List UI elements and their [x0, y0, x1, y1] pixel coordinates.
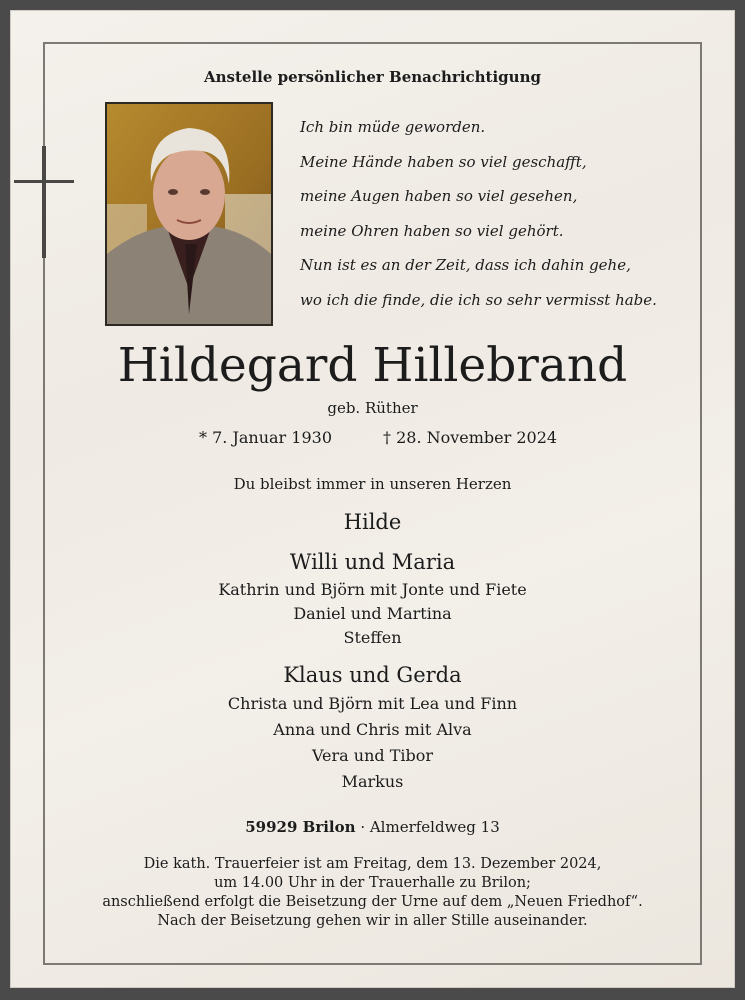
- family-group-head: Klaus und Gerda: [283, 663, 462, 687]
- poem: [300, 116, 657, 323]
- family-member: Vera und Tibor: [311, 746, 434, 765]
- poem-line: meine Augen haben so viel gesehen,: [300, 187, 578, 205]
- notice-heading: Anstelle persönlicher Benachrichtigung: [204, 68, 541, 86]
- birth-date: * 7. Januar 1930: [199, 428, 332, 447]
- ceremony-info: [10, 855, 735, 931]
- family-member: Kathrin und Björn mit Jonte und Fiete: [218, 580, 527, 599]
- ceremony-line: Nach der Beisetzung gehen wir in aller Stille auseinander.: [157, 913, 588, 929]
- motto: Du bleibst immer in unseren Herzen: [233, 475, 512, 493]
- family-member: Christa und Björn mit Lea und Finn: [227, 694, 518, 713]
- maiden-name: geb. Rüther: [327, 399, 418, 417]
- family-name: Hilde: [343, 510, 402, 534]
- portrait-photo: [105, 102, 273, 326]
- poem-line: Nun ist es an der Zeit, dass ich dahin gehe,: [300, 256, 631, 274]
- family-member: Anna und Chris mit Alva: [273, 720, 472, 739]
- address-city: 59929 Brilon: [245, 818, 356, 836]
- deceased-name: Hildegard Hillebrand: [117, 338, 628, 393]
- poem-line: meine Ohren haben so viel gehört.: [300, 221, 564, 240]
- ceremony-line: um 14.00 Uhr in der Trauerhalle zu Brilon;: [214, 875, 531, 891]
- cross-icon: [42, 146, 46, 258]
- obituary-card: [10, 10, 735, 988]
- death-date: † 28. November 2024: [383, 428, 558, 447]
- family-member: Daniel und Martina: [293, 604, 452, 623]
- family-group-head: Willi und Maria: [289, 550, 456, 574]
- ceremony-line: Die kath. Trauerfeier ist am Freitag, dem 13. Dezember 2024,: [143, 856, 602, 872]
- poem-line: Ich bin müde geworden.: [300, 118, 486, 136]
- family-member: Markus: [341, 772, 404, 791]
- family-member: Steffen: [343, 628, 402, 647]
- ceremony-line: anschließend erfolgt die Beisetzung der Urne auf dem „Neuen Friedhof“.: [102, 894, 643, 910]
- address-street: · Almerfeldweg 13: [360, 818, 500, 836]
- poem-line: Meine Hände haben so viel geschafft,: [300, 152, 587, 171]
- address: [10, 818, 735, 836]
- poem-line: wo ich die finde, die ich so sehr vermisst habe.: [300, 290, 657, 309]
- cross-icon-bar: [14, 180, 74, 183]
